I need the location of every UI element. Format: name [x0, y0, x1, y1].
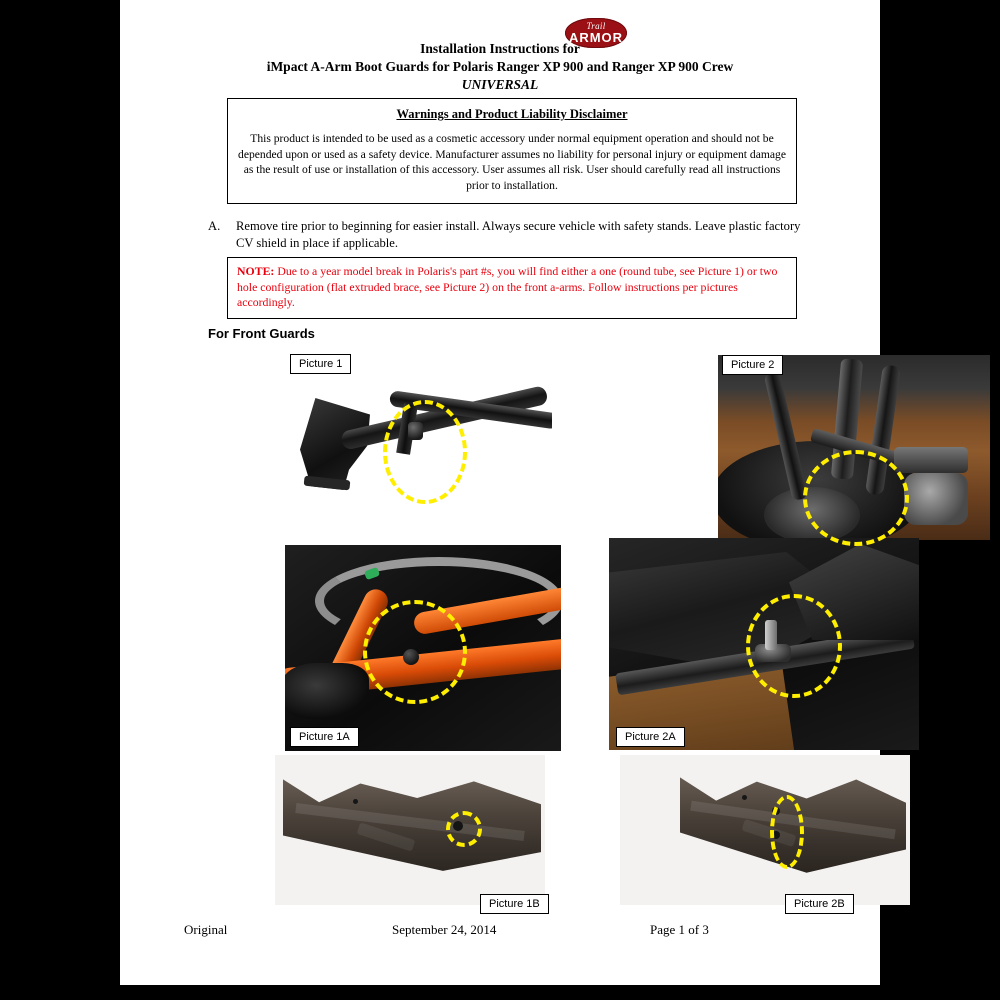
picture-1a-label: Picture 1A	[290, 727, 359, 747]
front-guards-heading: For Front Guards	[208, 326, 315, 341]
title-line-1: Installation Instructions for	[420, 41, 580, 56]
footer-revision: Original	[184, 922, 228, 937]
picture-1b-image	[275, 755, 545, 905]
cv-boot	[285, 663, 369, 719]
picture-1b-label: Picture 1B	[480, 894, 549, 914]
warning-body: This product is intended to be used as a cosmetic accessory under normal equipment operation and should not be depended upon or used as a safety device. Manufacturer assumes no liability for personal injury or equipment damage as the result of use or installation of this accessory. User assumes all risk. User should carefully read all instructions prior to installation.	[238, 132, 786, 192]
logo-text-armor: ARMOR	[568, 30, 624, 45]
guard-small-hole	[742, 795, 747, 800]
title-line-3: UNIVERSAL	[461, 77, 539, 92]
mounting-bolt	[403, 649, 419, 665]
page-footer	[120, 922, 880, 942]
mounting-stud	[765, 620, 777, 650]
guard-mount-hole-upper	[772, 807, 780, 815]
document-page	[120, 0, 880, 985]
wheel-hub	[904, 473, 968, 525]
picture-2a-label: Picture 2A	[616, 727, 685, 747]
picture-2a-image	[609, 538, 919, 750]
guard-mount-hole	[453, 821, 463, 831]
mounting-boss	[408, 422, 423, 440]
page-title	[120, 40, 880, 94]
footer-date: September 24, 2014	[392, 922, 497, 937]
picture-2-label: Picture 2	[722, 355, 783, 375]
warning-title: Warnings and Product Liability Disclaimer	[396, 107, 628, 121]
picture-1-image	[290, 370, 552, 520]
note-label: NOTE:	[237, 264, 275, 278]
wheel-rim	[764, 487, 860, 540]
picture-2b-image	[620, 755, 910, 905]
warning-disclaimer-box	[227, 98, 797, 204]
title-line-2: iMpact A-Arm Boot Guards for Polaris Ranger XP 900 and Ranger XP 900 Crew	[266, 59, 734, 74]
picture-1-label: Picture 1	[290, 354, 351, 374]
note-box	[227, 257, 797, 319]
hub-plate	[894, 447, 968, 473]
footer-page-number: Page 1 of 3	[650, 922, 709, 937]
step-text: Remove tire prior to beginning for easier install. Always secure vehicle with safety stands. Leave plastic factory CV shield in place if applicable.	[236, 219, 801, 250]
instruction-step-a	[208, 218, 808, 252]
picture-2b-label: Picture 2B	[785, 894, 854, 914]
logo-text-trail: Trail	[586, 21, 606, 31]
picture-1a-image	[285, 545, 561, 751]
step-letter: A.	[208, 219, 221, 233]
guard-mount-hole-lower	[772, 831, 780, 839]
picture-2-image	[718, 355, 990, 540]
guard-small-hole	[353, 799, 358, 804]
note-text: Due to a year model break in Polaris's part #s, you will find either a one (round tube, see Picture 1) or two hole configuration (flat extruded brace, see Picture 2) on the front a-arms. Follow instructions per pictures accordingly.	[237, 264, 778, 309]
